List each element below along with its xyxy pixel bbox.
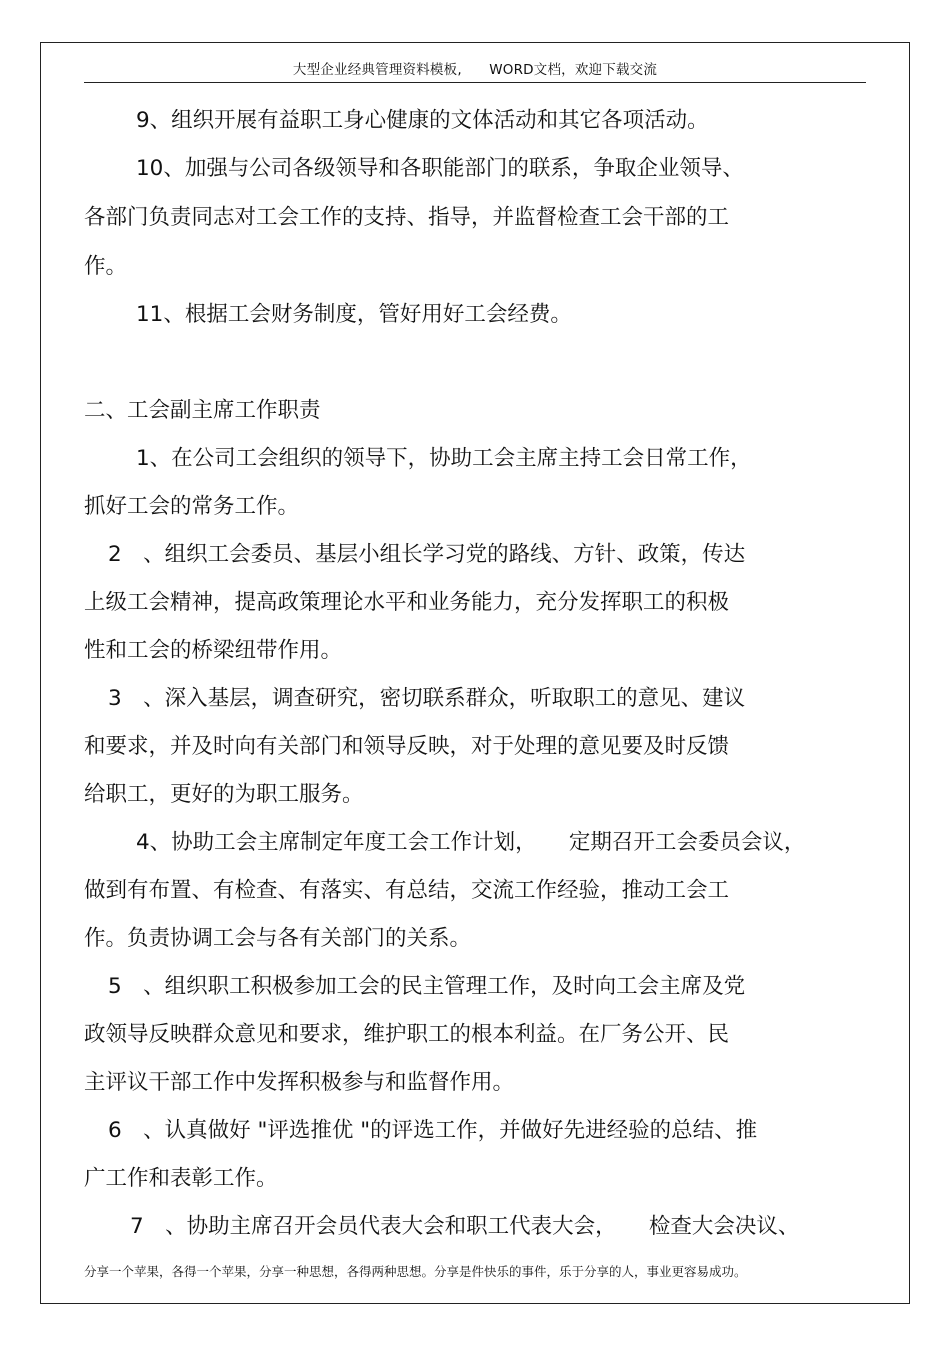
page-header: 大型企业经典管理资料模板, WORD文档，欢迎下载交流 <box>292 62 658 78</box>
paragraph-line: 6 、认真做好 "评选推优 "的评选工作，并做好先进经验的总结、推 <box>108 1118 758 1143</box>
paragraph-line: 各部门负责同志对工会工作的支持、指导，并监督检查工会干部的工 <box>84 205 730 230</box>
paragraph-line: 2 、组织工会委员、基层小组长学习党的路线、方针、政策，传达 <box>108 542 746 567</box>
paragraph-line: 1、在公司工会组织的领导下，协助工会主席主持工会日常工作， <box>136 446 752 471</box>
paragraph-line: 广工作和表彰工作。 <box>84 1166 278 1191</box>
paragraph-line: 上级工会精神，提高政策理论水平和业务能力，充分发挥职工的积极 <box>84 590 730 615</box>
paragraph-line: 政领导反映群众意见和要求，维护职工的根本利益。在厂务公开、民 <box>84 1022 730 1047</box>
paragraph-line: 抓好工会的常务工作。 <box>84 494 300 519</box>
paragraph-line: 作。 <box>84 254 128 279</box>
paragraph-line: 11、根据工会财务制度，管好用好工会经费。 <box>136 302 572 327</box>
paragraph-line: 9、组织开展有益职工身心健康的文体活动和其它各项活动。 <box>136 108 709 133</box>
section-heading: 二、工会副主席工作职责 <box>84 398 321 423</box>
paragraph-line: 5 、组织职工积极参加工会的民主管理工作，及时向工会主席及党 <box>108 974 746 999</box>
page-footer: 分享一个苹果，各得一个苹果，分享一种思想，各得两种思想。分享是件快乐的事件，乐于分享的人，事业更容易成功。 <box>84 1264 747 1279</box>
paragraph-line: 7 、协助主席召开会员代表大会和职工代表大会， 检查大会决议、 <box>130 1214 800 1239</box>
header-divider <box>84 82 866 83</box>
paragraph-line: 性和工会的桥梁纽带作用。 <box>84 638 343 663</box>
paragraph-line: 4、协助工会主席制定年度工会工作计划， 定期召开工会委员会议， <box>136 830 806 855</box>
paragraph-line: 做到有布置、有检查、有落实、有总结，交流工作经验，推动工会工 <box>84 878 730 903</box>
paragraph-line: 给职工，更好的为职工服务。 <box>84 782 364 807</box>
paragraph-line: 主评议干部工作中发挥积极参与和监督作用。 <box>84 1070 515 1095</box>
paragraph-line: 作。负责协调工会与各有关部门的关系。 <box>84 926 472 951</box>
paragraph-line: 10、加强与公司各级领导和各职能部门的联系，争取企业领导、 <box>136 156 744 181</box>
paragraph-line: 3 、深入基层，调查研究，密切联系群众，听取职工的意见、建议 <box>108 686 746 711</box>
paragraph-line: 和要求，并及时向有关部门和领导反映，对于处理的意见要及时反馈 <box>84 734 730 759</box>
